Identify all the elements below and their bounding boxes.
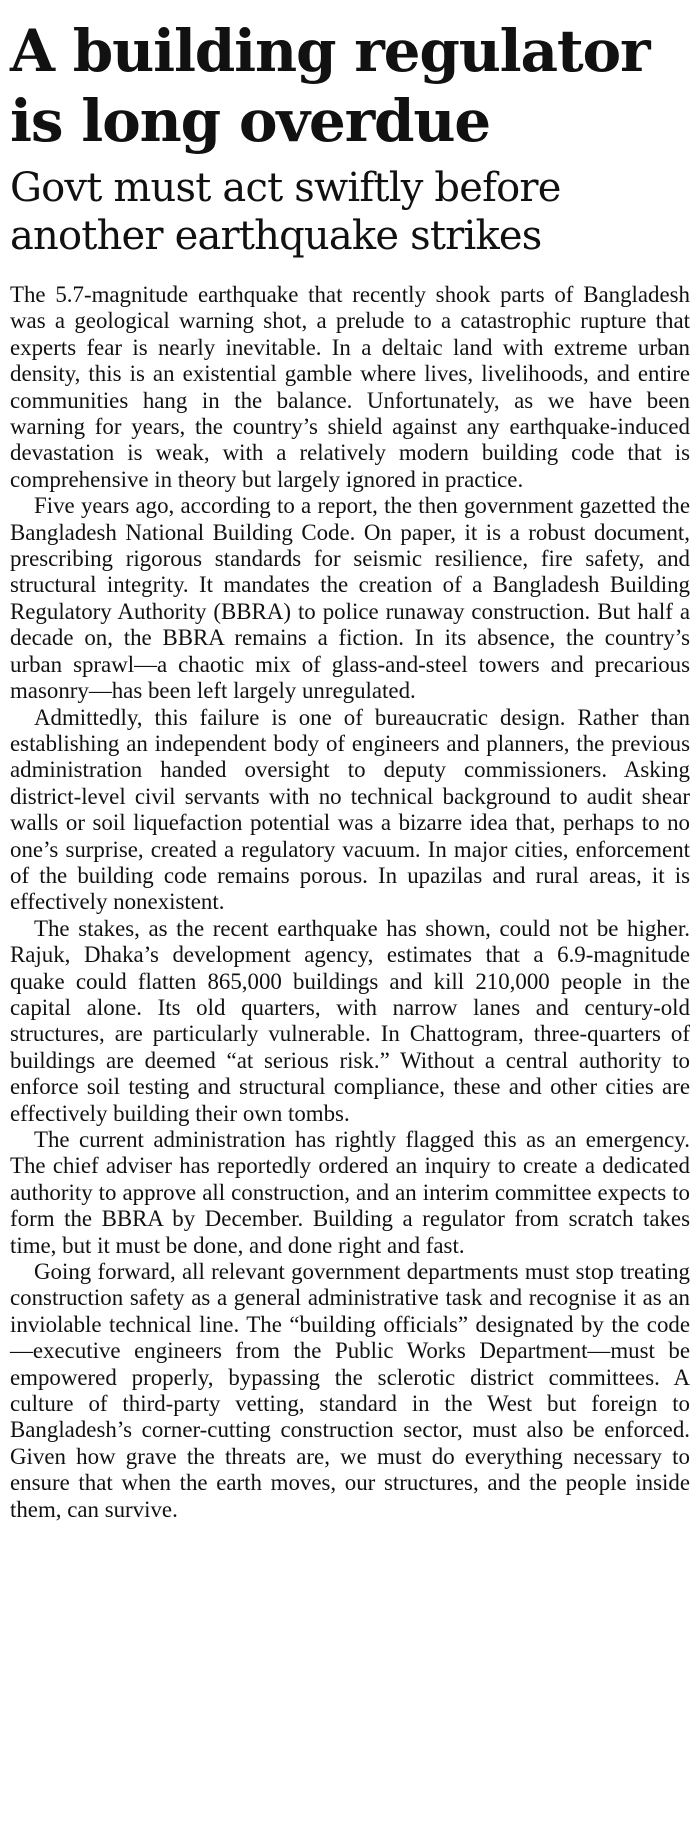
- body-paragraph: Going forward, all relevant government departments must stop treating construction safety as a general administrative task and recognise it as an inviolable technical line. The “building officials” designated by the code—executive engineers from the Public Works Department—must be empowered properly, bypassing the sclerotic district committees. A culture of third-party vetting, standard in the West but foreign to Bangladesh’s corner-cutting construction sector, must also be enforced. Given how grave the threats are, we must do everything necessary to ensure that when the earth moves, our structures, and the people inside them, can survive.: [10, 1259, 690, 1522]
- body-paragraph: Five years ago, according to a report, the then government gazetted the Bangladesh National Building Code. On paper, it is a robust document, prescribing rigorous standards for seismic resilience, fire safety, and structural integrity. It mandates the creation of a Bangladesh Building Regulatory Authority (BBRA) to police runaway construction. But half a decade on, the BBRA remains a fiction. In its absence, the country’s urban sprawl—a chaotic mix of glass-and-steel towers and precarious masonry—has been left largely unregulated.: [10, 493, 690, 704]
- article-body: [10, 282, 690, 1523]
- body-paragraph: The stakes, as the recent earthquake has shown, could not be higher. Rajuk, Dhaka’s development agency, estimates that a 6.9-magnitude quake could flatten 865,000 buildings and kill 210,000 people in the capital alone. Its old quarters, with narrow lanes and century-old structures, are particularly vulnerable. In Chattogram, three-quarters of buildings are deemed “at serious risk.” Without a central authority to enforce soil testing and structural compliance, these and other cities are effectively building their own tombs.: [10, 915, 690, 1126]
- body-paragraph: Admittedly, this failure is one of bureaucratic design. Rather than establishing an independent body of engineers and planners, the previous administration handed oversight to deputy commissioners. Asking district-level civil servants with no technical background to audit shear walls or soil liquefaction potential was a bizarre idea that, perhaps to no one’s surprise, created a regulatory vacuum. In major cities, enforcement of the building code remains porous. In upazilas and rural areas, it is effectively nonexistent.: [10, 704, 690, 915]
- body-paragraph: The current administration has rightly flagged this as an emergency. The chief adviser has reportedly ordered an inquiry to create a dedicated authority to approve all construction, and an interim committee expects to form the BBRA by December. Building a regulator from scratch takes time, but it must be done, and done right and fast.: [10, 1127, 690, 1258]
- headline: A building regulator is long overdue: [10, 17, 650, 155]
- body-paragraph: The 5.7-magnitude earthquake that recently shook parts of Bangladesh was a geological warning shot, a prelude to a catastrophic rupture that experts fear is nearly inevitable. In a deltaic land with extreme urban density, this is an existential gamble where lives, livelihoods, and entire communities hang in the balance. Unfortunately, as we have been warning for years, the country’s shield against any earthquake-induced devastation is weak, with a relatively modern building code that is comprehensive in theory but largely ignored in practice.: [10, 282, 690, 492]
- subheadline: Govt must act swiftly before another earthquake strikes: [10, 165, 561, 259]
